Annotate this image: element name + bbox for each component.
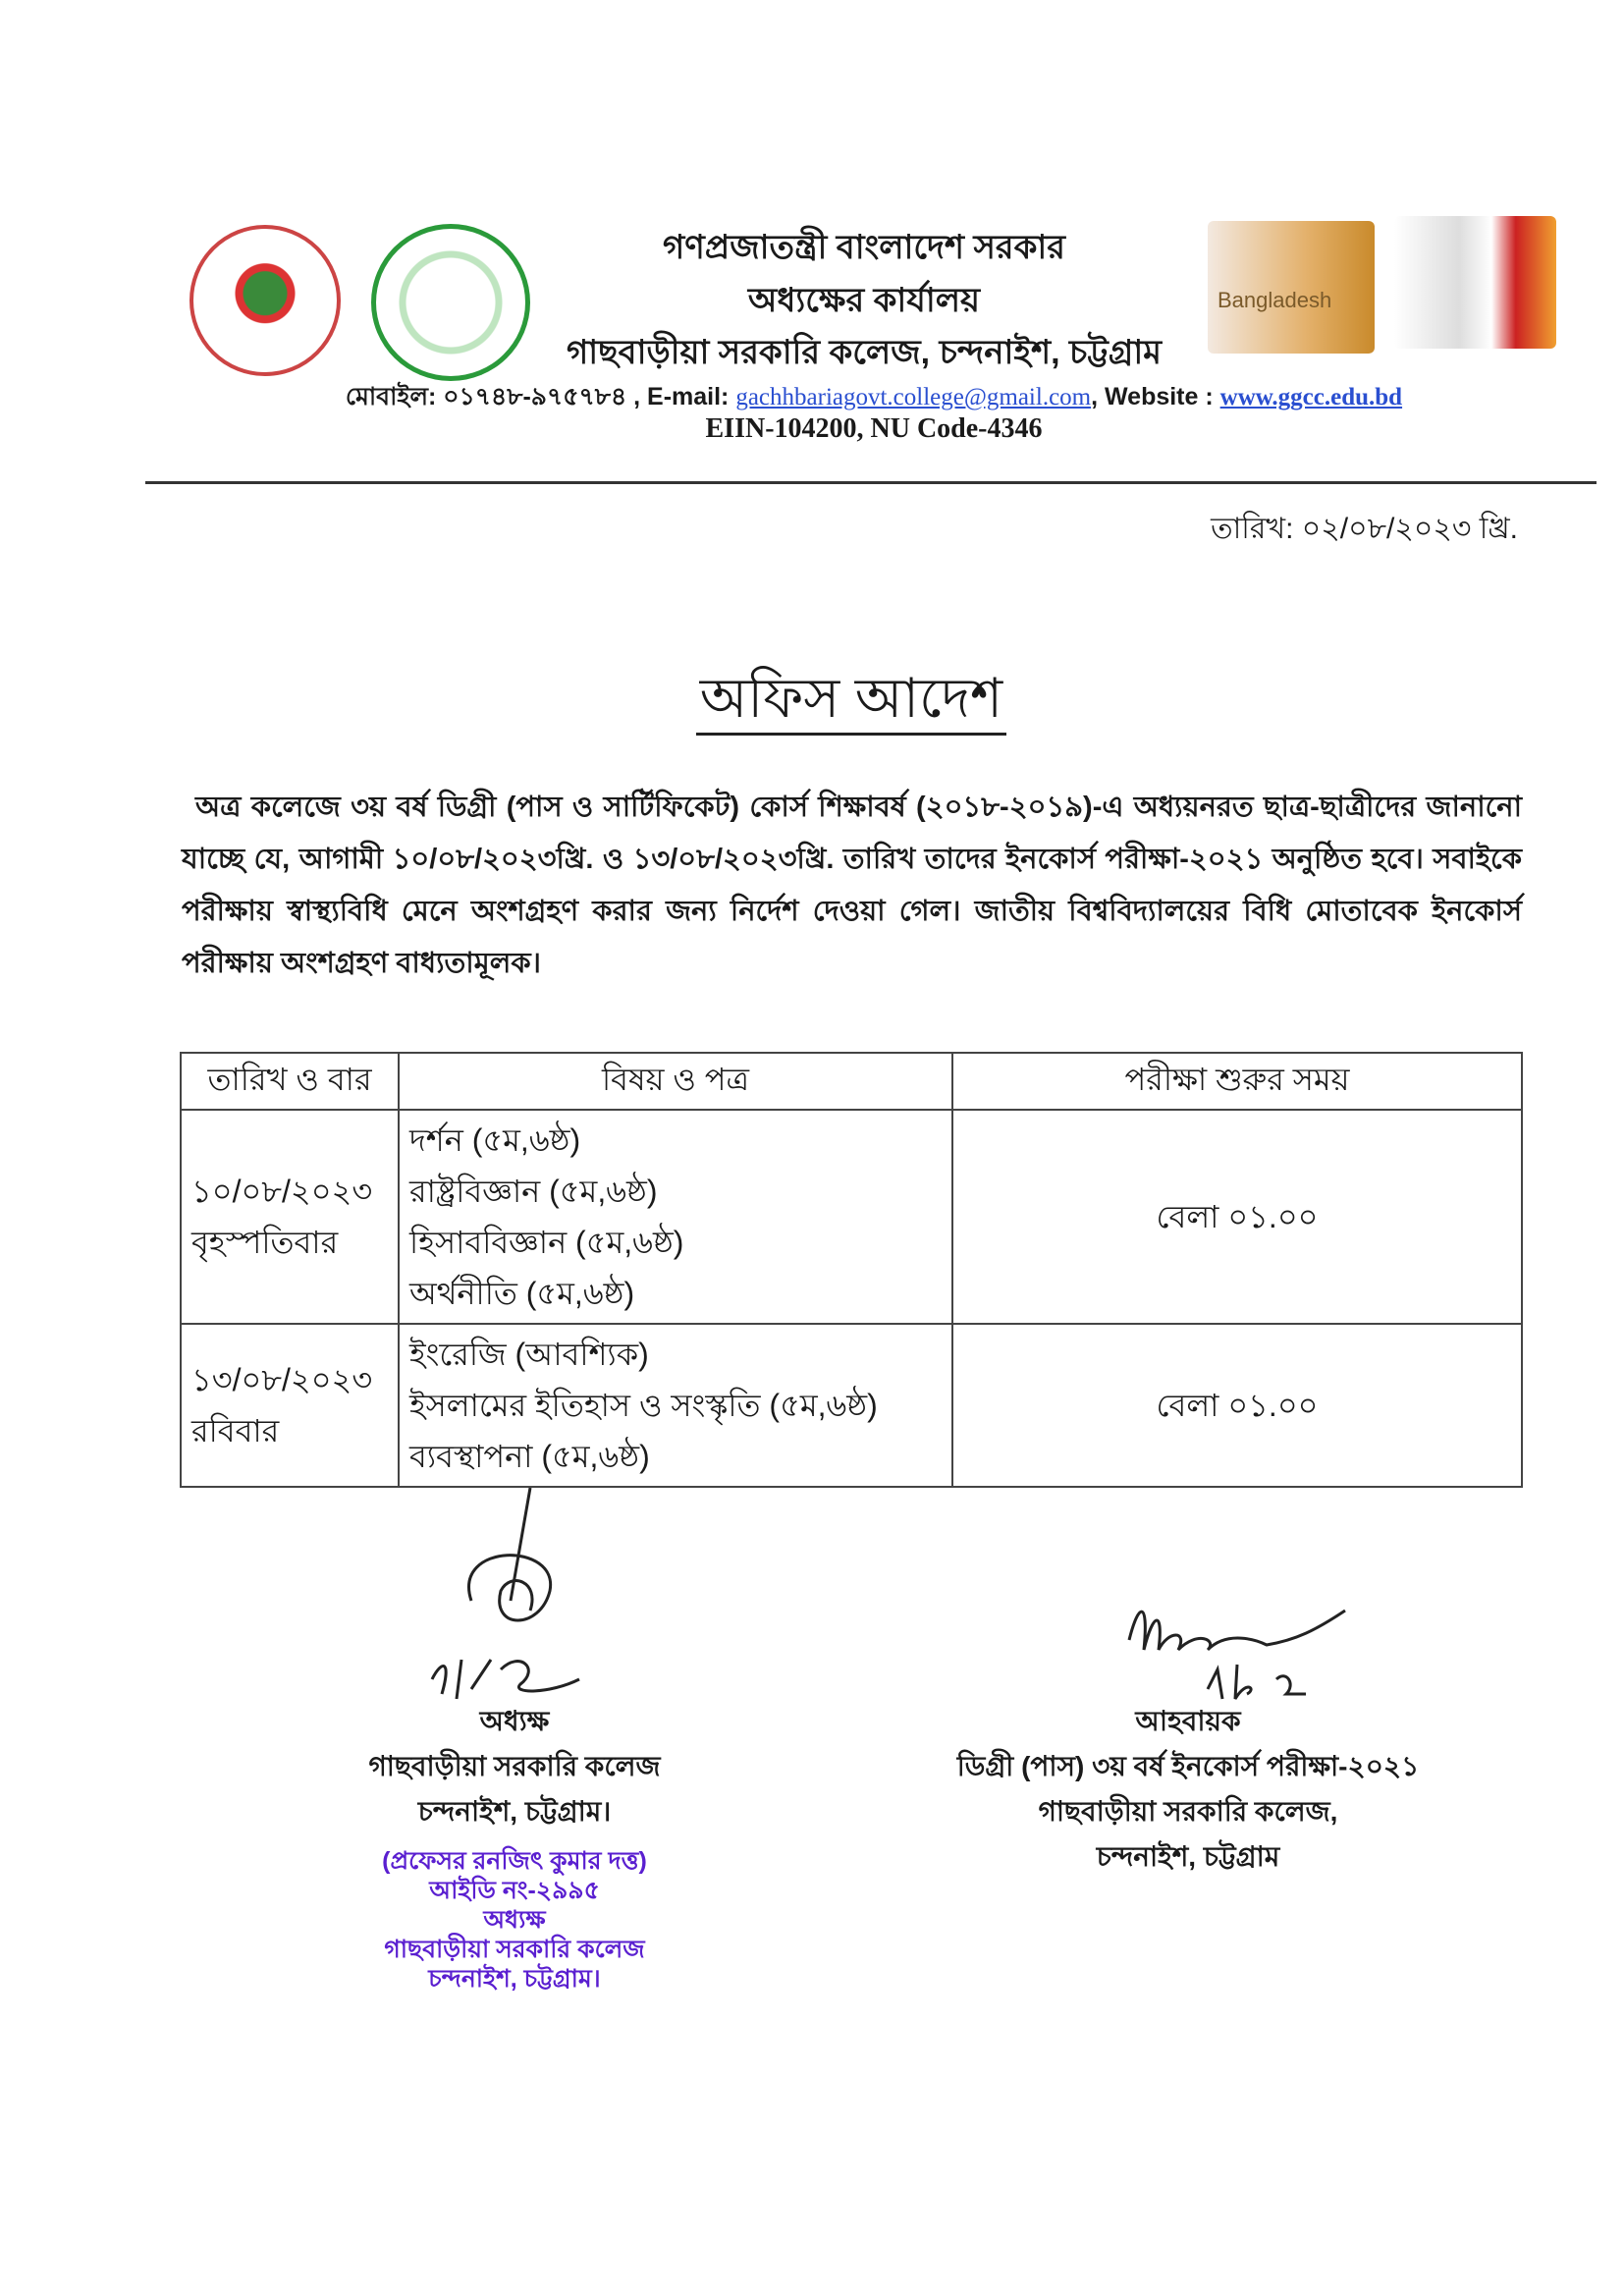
issue-date: তারিখ: ০২/০৮/২০২৩ খ্রি. <box>1211 513 1518 545</box>
principal-role: অধ্যক্ষ <box>479 1706 550 1736</box>
college-emblem-green-logo <box>371 224 530 381</box>
contact-line: মোবাইল: ০১৭৪৮-৯৭৫৭৮৪ , E-mail: gachhbariagovt.college@gmail.com, Website : www.ggcc.edu.bd <box>345 383 1403 410</box>
bangladesh-50-logo <box>1208 221 1375 354</box>
stamp-line: অধ্যক্ষ <box>483 1906 546 1934</box>
government-title: গণপ্রজাতন্ত্রী বাংলাদেশ সরকার <box>662 229 1065 266</box>
subject: হিসাববিজ্ঞান (৫ম,৬ষ্ঠ) <box>409 1225 684 1260</box>
stamp-line: গাছবাড়ীয়া সরকারি কলেজ <box>384 1936 645 1963</box>
subject: ইসলামের ইতিহাস ও সংস্কৃতি (৫ম,৬ষ্ঠ) <box>409 1388 878 1423</box>
stamp-line: আইডি নং-২৯৯৫ <box>429 1877 600 1904</box>
table-row <box>181 1324 1522 1487</box>
header-date: তারিখ ও বার <box>181 1053 399 1110</box>
time-cell: বেলা ০১.০০ <box>952 1110 1522 1324</box>
exam-day: বৃহস্পতিবার <box>191 1225 339 1260</box>
document-title-text: অফিস আদেশ <box>696 667 1006 736</box>
website-link[interactable]: www.ggcc.edu.bd <box>1219 384 1403 410</box>
stamp-line: (প্রফেসর রনজিৎ কুমার দত্ত) <box>382 1847 647 1875</box>
principal-stamp <box>318 1846 711 1994</box>
document-title <box>0 656 1624 748</box>
subject: দর্শন (৫ম,৬ষ্ঠ) <box>409 1122 581 1158</box>
office-title: অধ্যক্ষের কার্যালয় <box>747 282 981 319</box>
subject: ব্যবস্থাপনা (৫ম,৬ষ্ঠ) <box>409 1439 650 1474</box>
header-time: পরীক্ষা শুরুর সময় <box>952 1053 1522 1110</box>
table-row <box>181 1110 1522 1324</box>
principal-place: চন্দনাইশ, চট্টগ্রাম। <box>417 1796 612 1827</box>
convener-exam: ডিগ্রী (পাস) ৩য় বর্ষ ইনকোর্স পরীক্ষা-২০২১ <box>956 1751 1420 1781</box>
mobile-label: মোবাইল: <box>345 383 437 410</box>
convener-signature-block <box>884 1699 1492 1880</box>
eiin-code: EIIN-104200, NU Code-4346 <box>705 413 1043 444</box>
subject-cell <box>399 1324 952 1487</box>
website-label: Website : <box>1105 383 1214 410</box>
convener-place: চন্দনাইশ, চট্টগ্রাম <box>1096 1841 1280 1872</box>
body-paragraph: অত্র কলেজে ৩য় বর্ষ ডিগ্রী (পাস ও সার্টিফিকেট) কোর্স শিক্ষাবর্ষ (২০১৮-২০১৯)-এ অধ্যয়নরত ছাত্র-ছাত্রীদের জানানো যাচ্ছে যে, আগামী ১০/০৮/২০২৩খ্রি. ও ১৩/০৮/২০২৩খ্রি. তারিখ তাদের ইনকোর্স পরীক্ষা-২০২১ অনুষ্ঠিত হবে। সবাইকে পরীক্ষায় স্বাস্থ্যবিধি মেনে অংশগ্রহণ করার জন্য নির্দেশ দেওয়া গেল। জাতীয় বিশ্ববিদ্যালয়ের বিধি মোতাবেক ইনকোর্স পরীক্ষায় অংশগ্রহণ বাধ্যতামূলক। <box>182 792 1522 979</box>
header-divider <box>145 481 1597 484</box>
date-cell <box>181 1324 399 1487</box>
date-cell <box>181 1110 399 1324</box>
convener-role: আহবায়ক <box>1135 1706 1241 1736</box>
exam-schedule-table <box>180 1052 1523 1488</box>
exam-date: ১০/০৮/২০২৩ <box>191 1174 373 1209</box>
college-title: গাছবাড়ীয়া সরকারি কলেজ, চন্দনাইশ, চট্টগ্রাম <box>566 334 1163 371</box>
table-header-row <box>181 1053 1522 1110</box>
college-emblem-red-logo <box>189 225 341 376</box>
email-link[interactable]: gachhbariagovt.college@gmail.com <box>735 384 1092 410</box>
subject-cell <box>399 1110 952 1324</box>
convener-signature <box>1119 1591 1394 1709</box>
subject: রাষ্ট্রবিজ্ঞান (৫ম,৬ষ্ঠ) <box>409 1174 658 1209</box>
email-label: E-mail: <box>647 383 730 410</box>
mobile-number: ০১৭৪৮-৯৭৫৭৮৪ <box>443 383 627 410</box>
subject: অর্থনীতি (৫ম,৬ষ্ঠ) <box>409 1276 635 1311</box>
subject: ইংরেজি (আবশ্যিক) <box>409 1337 649 1372</box>
principal-org: গাছবাড়ীয়া সরকারি কলেজ <box>368 1751 661 1781</box>
time-cell: বেলা ০১.০০ <box>952 1324 1522 1487</box>
principal-signature <box>412 1483 609 1709</box>
convener-org: গাছবাড়ীয়া সরকারি কলেজ, <box>1038 1796 1338 1827</box>
header-subject: বিষয় ও পত্র <box>399 1053 952 1110</box>
principal-signature-block <box>318 1699 711 1994</box>
logo-text: Bangladesh <box>1218 288 1332 312</box>
stamp-line: চন্দনাইশ, চট্টগ্রাম। <box>428 1965 601 1993</box>
exam-day: রবিবার <box>191 1413 280 1449</box>
mujib-100-logo <box>1394 216 1556 349</box>
exam-date: ১৩/০৮/২০২৩ <box>191 1362 373 1397</box>
